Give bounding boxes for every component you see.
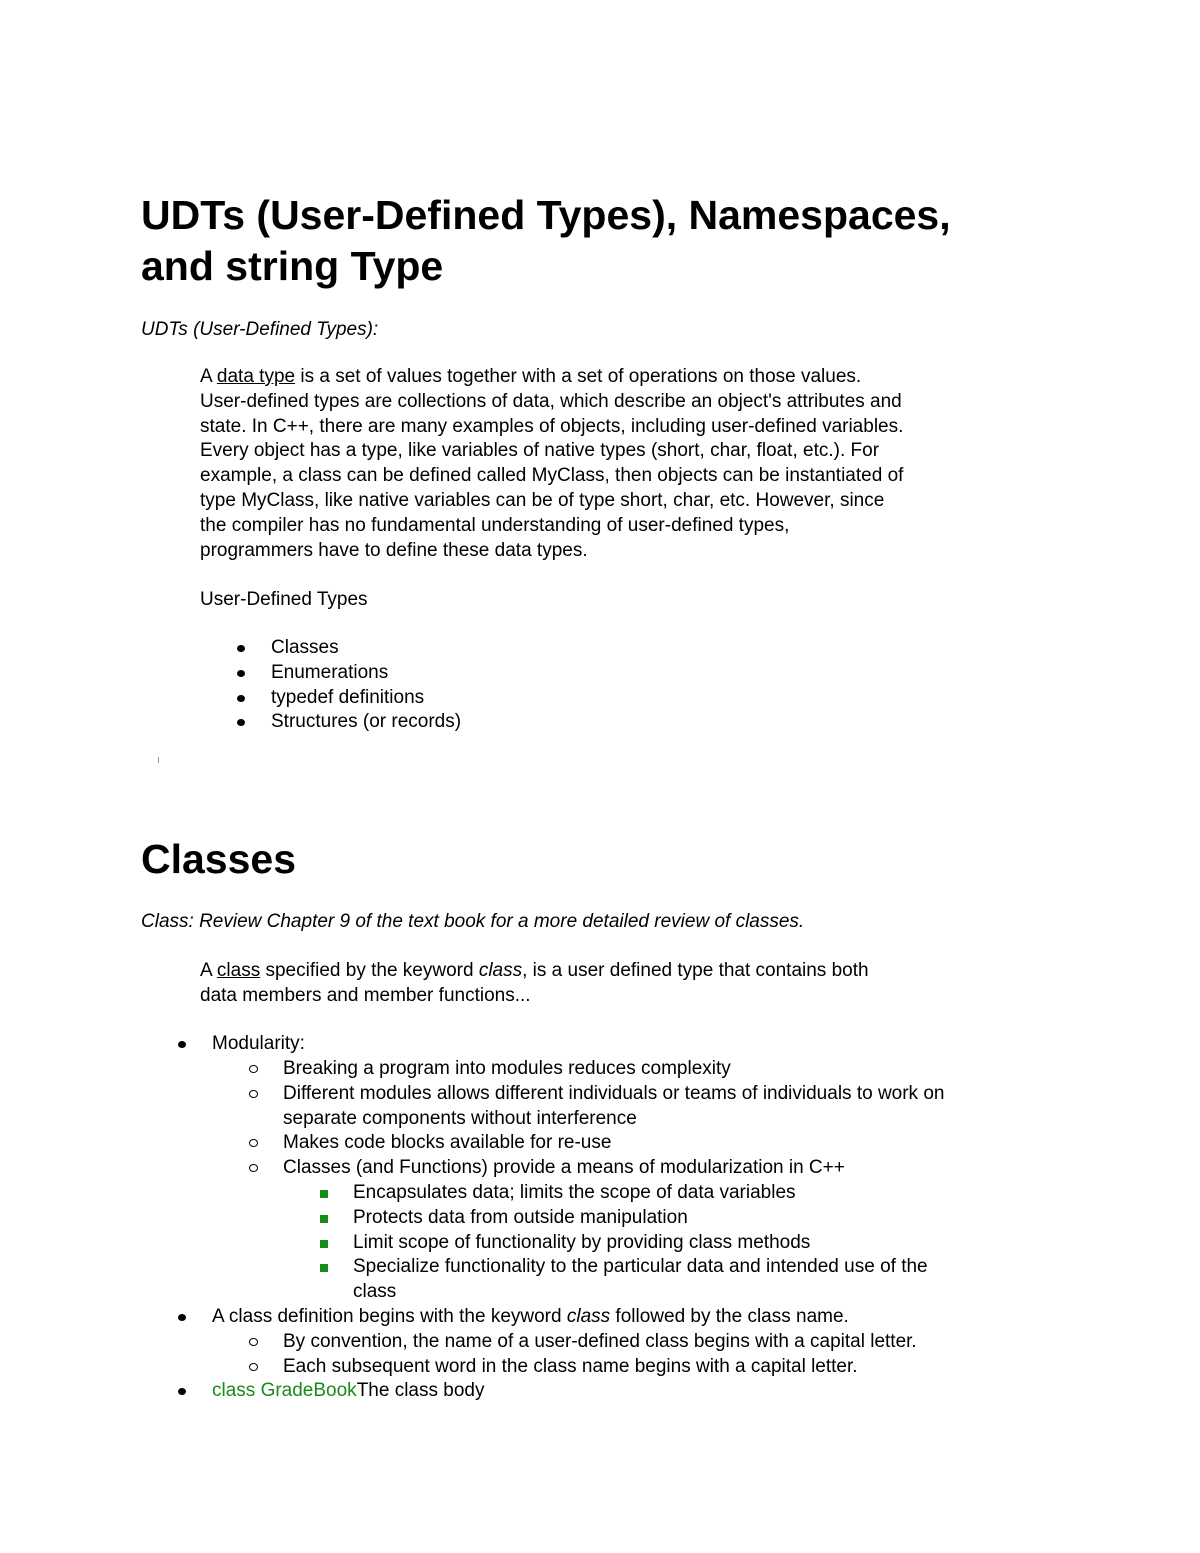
list-item <box>212 1305 849 1330</box>
classes-para-line: data members and member functions... <box>200 984 531 1006</box>
list-item: Limit scope of functionality by providing class methods <box>353 1231 928 1256</box>
text-run: followed by the class name. <box>610 1306 849 1327</box>
code-snippet: class GradeBook <box>212 1380 357 1401</box>
document-title <box>141 190 1081 292</box>
list-item: Specialize functionality to the particular data and intended use of the <box>353 1255 928 1280</box>
text-run: specified by the keyword <box>260 960 479 981</box>
definition-list <box>212 1305 849 1330</box>
udt-para-line: User-defined types are collections of data, which describe an object's attributes and <box>200 390 902 412</box>
udt-para-line <box>200 365 1020 390</box>
list-item: Each subsequent word in the class name begins with a capital letter. <box>283 1355 917 1380</box>
modularity-label: Modularity: <box>212 1032 305 1057</box>
classes-heading: Classes <box>141 836 297 882</box>
list-item: Classes <box>271 636 461 661</box>
udt-para-line: programmers have to define these data types. <box>200 539 588 561</box>
class-keyword: class <box>478 960 523 981</box>
udt-para-line: type MyClass, like native variables can be of type short, char, etc. However, since <box>200 489 885 511</box>
text-run: A <box>200 960 217 981</box>
udt-list <box>271 636 461 735</box>
classes-paragraph <box>200 959 1020 1009</box>
modularity-items <box>283 1057 944 1181</box>
udt-list-label: User-Defined Types <box>200 589 368 610</box>
data-type-term: data type <box>216 366 296 387</box>
text-run: The class body <box>356 1380 485 1401</box>
list-item: Breaking a program into modules reduces complexity <box>283 1057 944 1082</box>
udt-paragraph <box>200 365 1020 563</box>
list-item-continuation: separate components without interference <box>283 1107 637 1129</box>
title-line-2: and string Type <box>141 243 444 289</box>
udt-para-line: example, a class can be defined called MyClass, then objects can be instantiated of <box>200 465 904 487</box>
list-item: Protects data from outside manipulation <box>353 1206 928 1231</box>
list-item: Different modules allows different individuals or teams of individuals to work on <box>283 1082 944 1107</box>
text-run: is a set of values together with a set of operations on those values. <box>295 366 862 387</box>
class-keyword: class <box>566 1306 611 1327</box>
text-run: A class definition begins with the keyword <box>212 1306 567 1327</box>
definition-items <box>283 1330 917 1380</box>
text-run: , is a user defined type that contains both <box>522 960 869 981</box>
classes-para-line <box>200 959 1020 984</box>
example-list <box>212 1379 484 1404</box>
modularity-list <box>212 1032 305 1057</box>
list-item: Enumerations <box>271 661 461 686</box>
list-item <box>212 1379 484 1404</box>
list-item: Structures (or records) <box>271 710 461 735</box>
udt-para-line: the compiler has no fundamental understanding of user-defined types, <box>200 514 790 536</box>
list-item-continuation: class <box>353 1281 397 1303</box>
cursor-mark <box>158 757 159 763</box>
class-term: class <box>216 960 261 981</box>
list-item: By convention, the name of a user-defined class begins with a capital letter. <box>283 1330 917 1355</box>
list-item: Classes (and Functions) provide a means of modularization in C++ <box>283 1156 944 1181</box>
list-item: Makes code blocks available for re-use <box>283 1131 944 1156</box>
title-line-1: UDTs (User-Defined Types), Namespaces, <box>141 192 951 238</box>
text-run: A <box>200 366 217 387</box>
list-item: typedef definitions <box>271 686 461 711</box>
modularity-sub-items <box>353 1181 928 1305</box>
list-item: Encapsulates data; limits the scope of data variables <box>353 1181 928 1206</box>
udt-subheading: UDTs (User-Defined Types): <box>141 319 379 340</box>
classes-subheading: Class: Review Chapter 9 of the text book for a more detailed review of classes. <box>141 911 805 932</box>
udt-para-line: state. In C++, there are many examples of objects, including user-defined variables. <box>200 415 904 437</box>
udt-para-line: Every object has a type, like variables of native types (short, char, float, etc.). For <box>200 440 880 462</box>
